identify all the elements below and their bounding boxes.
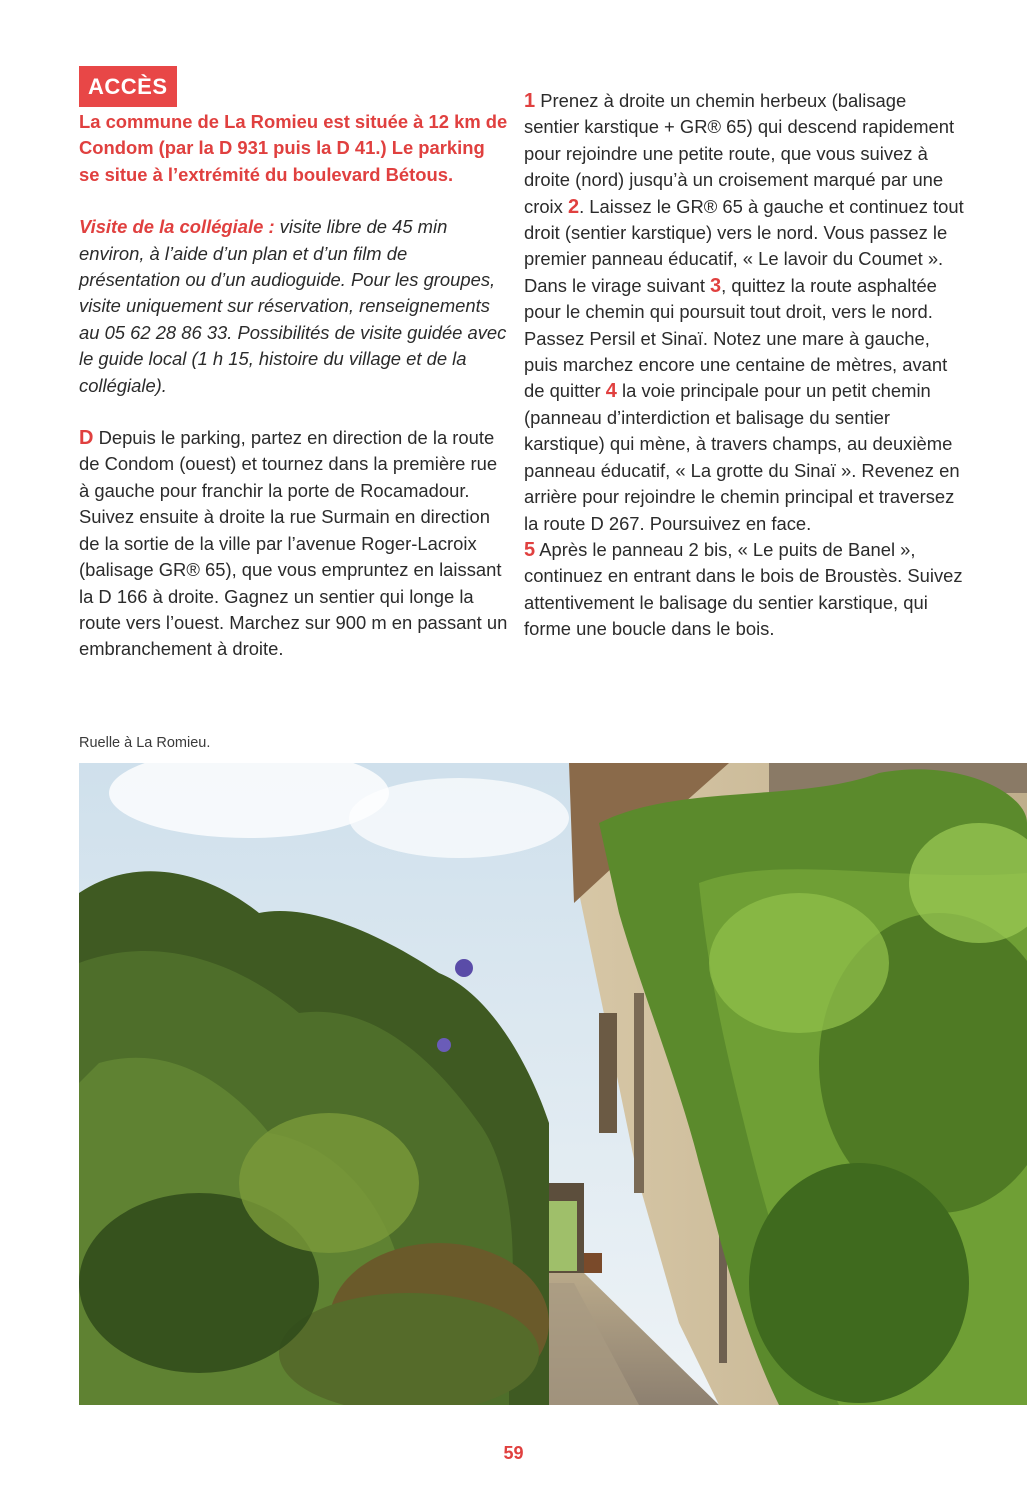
photo-illustration <box>79 763 1027 1405</box>
visit-label: Visite de la collégiale : <box>79 216 275 238</box>
photo-ruelle <box>79 763 1027 1405</box>
acces-text: La commune de La Romieu est située à 12 km de Condom (par la D 931 puis la D 41.) Le parking se situe à l’extrémité du boulevard Bétous. <box>79 111 508 185</box>
step-marker-3: 3 <box>710 274 722 297</box>
right-column <box>524 88 964 643</box>
step-text-4: la voie principale pour un petit chemin (panneau d’interdiction et balisage du sentier karstique) qui mène, à travers champs, au deuxième panneau éducatif, « La grotte du Sinaï ». Revenez en arrière pour rejoindre le chemin principal et traversez la route D 267. Poursuivez en face. <box>524 380 960 534</box>
left-column <box>79 66 509 663</box>
step-marker-1: 1 <box>524 90 536 112</box>
page-number: 59 <box>503 1443 524 1463</box>
step-text-d: Depuis le parking, partez en direction de la route de Condom (ouest) et tournez dans la première rue à gauche pour franchir la porte de Rocamadour. Suivez ensuite à droite la rue Surmain en direction de la sortie de la ville par l’avenue Roger-Lacroix (balisage GR® 65), que vous empruntez en laissant la D 166 à droite. Gagnez un sentier qui longe la route vers l’ouest. Marchez sur 900 m en passant un embranchement à droite. <box>79 427 508 660</box>
acces-badge: ACCÈS <box>79 66 177 107</box>
step-5 <box>524 537 964 643</box>
step-text-3: , quittez la route asphaltée pour le chemin qui poursuit tout droit, vers le nord. Passez Persil et Sinaï. Notez une mare à gauche, puis marchez encore une centaine de mètres, avant de quitter <box>524 274 948 402</box>
photo-caption: Ruelle à La Romieu. <box>79 735 211 751</box>
step-1-4 <box>524 88 964 537</box>
step-marker-5: 5 <box>524 538 536 561</box>
step-text-5: Après le panneau 2 bis, « Le puits de Banel », continuez en entrant dans le bois de Broustès. Suivez attentivement le balisage du sentier karstique, qui forme une boucle dans le bois. <box>524 538 963 640</box>
step-marker-4: 4 <box>605 380 617 403</box>
step-text-1: Prenez à droite un chemin herbeux (balisage sentier karstique + GR® 65) qui descend rapidement pour rejoindre une petite route, que vous suivez à droite (nord) jusqu’à un croisement marqué par une croix <box>524 90 955 217</box>
step-d <box>79 425 509 663</box>
visit-text: visite libre de 45 min environ, à l’aide d’un plan et d’un film de présentation ou d’un audioguide. Pour les groupes, visite uniquement sur réservation, renseignements au 05 62 28 86 33. Possibilités de visite guidée avec le guide local (1 h 15, histoire du village et de la collégiale). <box>79 216 507 396</box>
step-marker-d: D <box>79 427 94 450</box>
step-marker-2: 2 <box>567 195 580 218</box>
step-text-2: . Laissez le GR® 65 à gauche et continuez tout droit (sentier karstique) vers le nord. Vous passez le premier panneau éducatif, « Le lavoir du Coumet ». Dans le virage suivant <box>524 195 964 296</box>
visit-info <box>79 214 509 399</box>
